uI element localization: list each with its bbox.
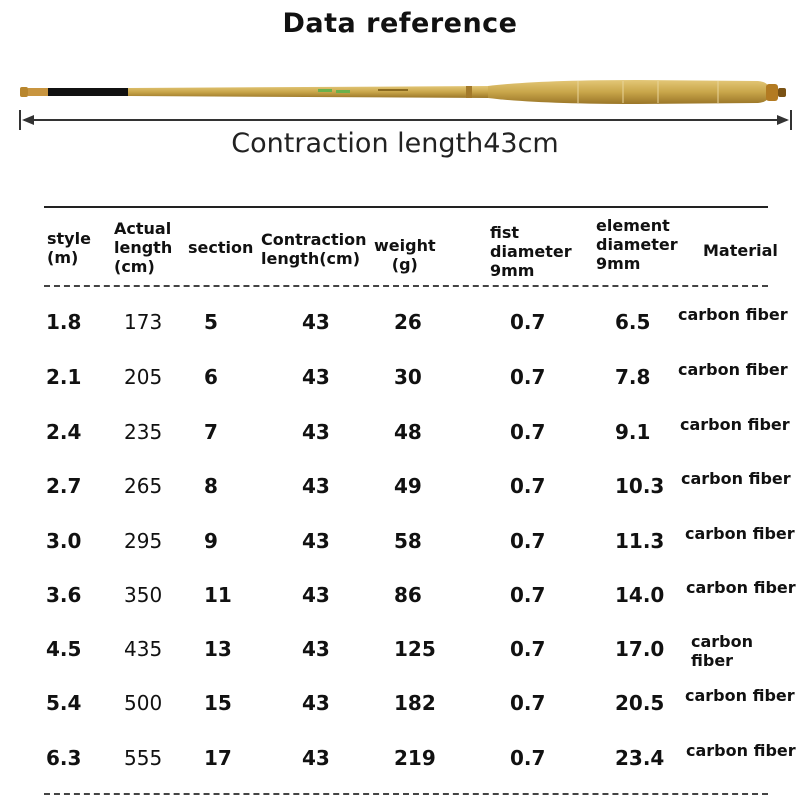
contraction-cell: 43 xyxy=(302,529,330,553)
actual-length-cell: 173 xyxy=(124,310,163,334)
weight-cell: 86 xyxy=(394,583,422,607)
weight-cell: 58 xyxy=(394,529,422,553)
style-cell: 4.5 xyxy=(46,637,82,661)
actual-length-cell: 555 xyxy=(124,746,163,770)
contraction-cell: 43 xyxy=(302,310,330,334)
header-divider xyxy=(44,285,768,287)
section-cell: 7 xyxy=(204,420,218,444)
fist-diameter-cell: 0.7 xyxy=(510,529,546,553)
weight-cell: 30 xyxy=(394,365,422,389)
fist-diameter-cell: 0.7 xyxy=(510,583,546,607)
contraction-cell: 43 xyxy=(302,637,330,661)
material-cell: carbon fiber xyxy=(686,741,796,760)
weight-cell: 219 xyxy=(394,746,436,770)
style-cell: 2.1 xyxy=(46,365,82,389)
weight-cell: 26 xyxy=(394,310,422,334)
element-diameter-cell: 11.3 xyxy=(615,529,665,553)
fist-diameter-cell: 0.7 xyxy=(510,310,546,334)
weight-cell: 48 xyxy=(394,420,422,444)
actual-length-cell: 235 xyxy=(124,420,163,444)
actual-length-cell: 350 xyxy=(124,583,163,607)
header-actual-length: Actual length (cm) xyxy=(114,219,173,276)
actual-length-cell: 500 xyxy=(124,691,163,715)
fist-diameter-cell: 0.7 xyxy=(510,365,546,389)
section-cell: 13 xyxy=(204,637,232,661)
element-diameter-cell: 23.4 xyxy=(615,746,665,770)
actual-length-cell: 205 xyxy=(124,365,163,389)
contraction-cell: 43 xyxy=(302,583,330,607)
fist-diameter-cell: 0.7 xyxy=(510,637,546,661)
style-cell: 5.4 xyxy=(46,691,82,715)
weight-cell: 182 xyxy=(394,691,436,715)
material-cell: carbon fiber xyxy=(678,305,788,324)
style-cell: 3.6 xyxy=(46,583,82,607)
fist-diameter-cell: 0.7 xyxy=(510,420,546,444)
section-cell: 9 xyxy=(204,529,218,553)
section-cell: 11 xyxy=(204,583,232,607)
fist-diameter-cell: 0.7 xyxy=(510,474,546,498)
actual-length-cell: 295 xyxy=(124,529,163,553)
element-diameter-cell: 6.5 xyxy=(615,310,651,334)
section-cell: 8 xyxy=(204,474,218,498)
contraction-cell: 43 xyxy=(302,420,330,444)
material-cell: carbon fiber xyxy=(685,524,795,543)
element-diameter-cell: 14.0 xyxy=(615,583,665,607)
header-section: section xyxy=(188,238,254,257)
table-bottom-rule xyxy=(44,793,768,795)
header-contraction-length: Contraction length(cm) xyxy=(261,230,367,268)
contraction-cell: 43 xyxy=(302,746,330,770)
element-diameter-cell: 17.0 xyxy=(615,637,665,661)
material-cell: carbon fiber xyxy=(685,686,795,705)
header-element-diameter: element diameter 9mm xyxy=(596,216,678,273)
style-cell: 2.7 xyxy=(46,474,82,498)
style-cell: 2.4 xyxy=(46,420,82,444)
section-cell: 15 xyxy=(204,691,232,715)
weight-cell: 125 xyxy=(394,637,436,661)
material-cell: carbon fiber xyxy=(686,578,796,597)
element-diameter-cell: 10.3 xyxy=(615,474,665,498)
material-cell: carbon fiber xyxy=(681,469,791,488)
section-cell: 6 xyxy=(204,365,218,389)
length-arrow-icon xyxy=(18,110,793,130)
fishing-rod-icon xyxy=(18,78,790,108)
header-style: style (m) xyxy=(47,229,91,267)
header-material: Material xyxy=(703,241,778,260)
table-top-rule xyxy=(44,206,768,208)
contraction-cell: 43 xyxy=(302,474,330,498)
section-cell: 5 xyxy=(204,310,218,334)
fist-diameter-cell: 0.7 xyxy=(510,746,546,770)
contraction-cell: 43 xyxy=(302,365,330,389)
style-cell: 6.3 xyxy=(46,746,82,770)
material-cell: carbon fiber xyxy=(691,632,754,670)
element-diameter-cell: 9.1 xyxy=(615,420,651,444)
actual-length-cell: 435 xyxy=(124,637,163,661)
fist-diameter-cell: 0.7 xyxy=(510,691,546,715)
actual-length-cell: 265 xyxy=(124,474,163,498)
weight-cell: 49 xyxy=(394,474,422,498)
style-cell: 1.8 xyxy=(46,310,82,334)
page-title: Data reference xyxy=(282,8,518,39)
material-cell: carbon fiber xyxy=(678,360,788,379)
contraction-cell: 43 xyxy=(302,691,330,715)
style-cell: 3.0 xyxy=(46,529,82,553)
element-diameter-cell: 7.8 xyxy=(615,365,651,389)
header-fist-diameter: fist diameter 9mm xyxy=(490,223,572,280)
element-diameter-cell: 20.5 xyxy=(615,691,665,715)
material-cell: carbon fiber xyxy=(680,415,790,434)
section-cell: 17 xyxy=(204,746,232,770)
header-weight: weight (g) xyxy=(374,236,436,274)
contraction-caption: Contraction length43cm xyxy=(231,128,559,159)
